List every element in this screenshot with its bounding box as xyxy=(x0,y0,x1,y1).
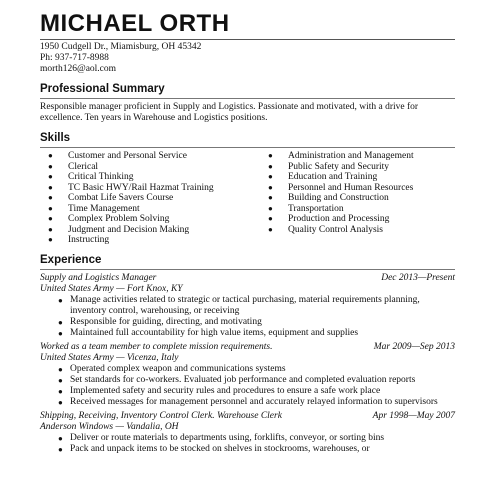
skills-heading: Skills xyxy=(40,132,71,144)
job-bullet: ● Implemented safety and security rules and procedures to ensure a safe work place xyxy=(58,385,381,396)
header-divider xyxy=(40,39,455,40)
skill-item: ● Instructing xyxy=(48,235,110,245)
email: morth126@aol.com xyxy=(40,64,117,74)
job-org: Anderson Windows — Vandalia, OH xyxy=(40,421,179,432)
bullet-icon: ● xyxy=(58,433,63,443)
candidate-name: MICHAEL ORTH xyxy=(40,10,230,37)
job-bullet: ● Maintained full accountability for high value items, equipment and supplies xyxy=(58,327,359,338)
bullet-icon: ● xyxy=(58,295,63,305)
skill-item: ● TC Basic HWY/Rail Hazmat Training xyxy=(48,182,214,193)
job-org: United States Army — Fort Knox, KY xyxy=(40,283,183,294)
job-bullet: ● Operated complex weapon and communications systems xyxy=(58,363,286,374)
bullet-icon: ● xyxy=(48,182,53,192)
bullet-icon: ● xyxy=(48,203,53,213)
job-dates: Apr 1998—May 2007 xyxy=(372,410,455,421)
skills-right-column xyxy=(268,151,455,246)
bullet-icon: ● xyxy=(48,193,53,202)
phone: Ph: 937-717-8988 xyxy=(40,53,109,63)
job-bullet: ● Set standards for co-workers. Evaluated job performance and completed evaluation reports xyxy=(58,374,416,385)
job-role: Shipping, Receiving, Inventory Control Clerk. Warehouse Clerk xyxy=(40,410,282,421)
job-bullets xyxy=(40,295,455,339)
bullet-icon: ● xyxy=(48,172,53,181)
job-role: Supply and Logistics Manager xyxy=(40,272,157,283)
bullet-icon: ● xyxy=(58,444,63,454)
job-header xyxy=(40,411,455,422)
job-bullet: ● Received messages for management personnel and accurately relayed information to supervisors xyxy=(58,396,438,407)
job-dates: Mar 2009—Sep 2013 xyxy=(373,341,455,352)
skill-item: ● Time Management xyxy=(48,203,140,214)
skill-item: ● Personnel and Human Resources xyxy=(268,182,414,193)
bullet-icon: ● xyxy=(268,193,273,202)
experience-divider xyxy=(40,269,455,270)
job-bullets xyxy=(40,433,455,455)
skill-item: ● Customer and Personal Service xyxy=(48,151,187,161)
job-org: United States Army — Vicenza, Italy xyxy=(40,352,179,363)
skill-item: ● Critical Thinking xyxy=(48,172,134,182)
job-bullet: ● Deliver or route materials to departments using, forklifts, conveyor, or sorting bins xyxy=(58,432,385,443)
job-header xyxy=(40,273,455,284)
bullet-icon: ● xyxy=(48,235,53,244)
skill-item: ● Administration and Management xyxy=(268,151,414,161)
job-bullet: ● Manage activities related to strategic or tactical purchasing, material requirements planning, inventory control, warehousing, or receiving xyxy=(58,294,420,316)
skills-list xyxy=(40,151,455,246)
summary-heading: Professional Summary xyxy=(40,83,165,95)
bullet-icon: ● xyxy=(268,224,273,234)
job-entry xyxy=(40,411,455,455)
skill-item: ● Public Safety and Security xyxy=(268,161,390,172)
bullet-icon: ● xyxy=(58,386,63,396)
bullet-icon: ● xyxy=(268,214,273,223)
skill-item: ● Production and Processing xyxy=(268,214,390,224)
bullet-icon: ● xyxy=(48,224,53,234)
skill-item: ● Combat Life Savers Course xyxy=(48,193,174,203)
address: 1950 Cudgell Dr., Miamisburg, OH 45342 xyxy=(40,42,202,52)
experience-heading: Experience xyxy=(40,253,102,266)
bullet-icon: ● xyxy=(268,161,273,171)
bullet-icon: ● xyxy=(58,328,63,338)
job-role: Worked as a team member to complete mission requirements. xyxy=(40,341,273,352)
skill-item: ● Quality Control Analysis xyxy=(268,224,383,235)
skill-item: ● Clerical xyxy=(48,161,99,172)
summary-text: Responsible manager proficient in Supply and Logistics. Passionate and motivated, with a drive for excellence. Ten years in Warehouse and Logistics positions. xyxy=(40,102,419,123)
bullet-icon: ● xyxy=(268,172,273,181)
job-entry xyxy=(40,342,455,408)
summary-divider xyxy=(40,98,455,99)
bullet-icon: ● xyxy=(58,364,63,374)
job-bullet: ● Responsible for guiding, directing, and motivating xyxy=(58,316,262,327)
contact-block xyxy=(40,42,455,75)
bullet-icon: ● xyxy=(48,161,53,171)
skill-item: ● Transportation xyxy=(268,203,344,214)
job-bullet: ● Pack and unpack items to be stocked on shelves in stockrooms, warehouses, or xyxy=(58,443,370,454)
bullet-icon: ● xyxy=(268,182,273,192)
job-entry xyxy=(40,273,455,339)
bullet-icon: ● xyxy=(268,151,273,160)
bullet-icon: ● xyxy=(48,151,53,160)
job-bullets xyxy=(40,364,455,408)
bullet-icon: ● xyxy=(58,375,63,385)
bullet-icon: ● xyxy=(58,397,63,407)
bullet-icon: ● xyxy=(58,317,63,327)
job-header xyxy=(40,342,455,353)
job-dates: Dec 2013—Present xyxy=(381,272,455,283)
skill-item: ● Education and Training xyxy=(268,172,378,182)
skill-item: ● Complex Problem Solving xyxy=(48,214,170,224)
skills-left-column xyxy=(40,151,268,246)
skill-item: ● Building and Construction xyxy=(268,193,389,203)
skill-item: ● Judgment and Decision Making xyxy=(48,224,190,235)
bullet-icon: ● xyxy=(48,214,53,223)
bullet-icon: ● xyxy=(268,203,273,213)
skills-divider xyxy=(40,147,455,148)
resume-page xyxy=(40,10,455,455)
